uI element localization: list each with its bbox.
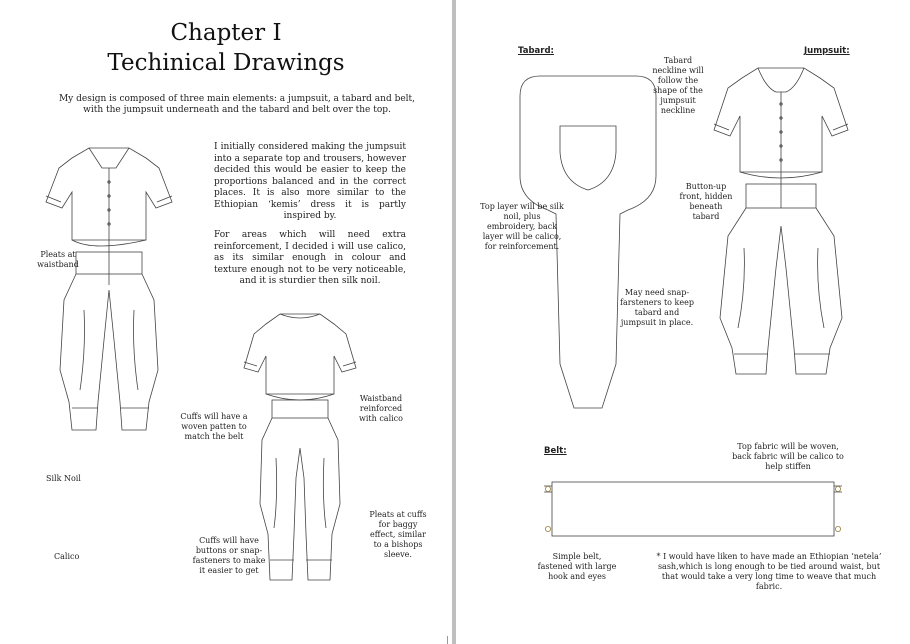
swatch-silk-noil-label: Silk Noil — [46, 474, 81, 483]
left-page — [0, 0, 452, 644]
page-edge-mark — [447, 636, 448, 644]
note-cuffs-woven: Cuffs will have a woven patten to match the belt — [180, 412, 248, 441]
right-page — [456, 0, 910, 644]
intro-text: My design is composed of three main elements: a jumpsuit, a tabard and belt, with the jumpsuit underneath and the tabard and belt over the top. — [58, 94, 416, 115]
note-top-fabric: Top fabric will be woven, back fabric will be calico to help stiffen — [732, 442, 844, 471]
note-cuffs-buttons: Cuffs will have buttons or snap-fasteners to make it easier to get — [192, 536, 266, 575]
heading-jumpsuit: Jumpsuit: — [804, 46, 850, 56]
note-snap-fasteners: May need snap-farsteners to keep tabard and jumpsuit in place. — [620, 288, 694, 327]
note-button-up: Button-up front, hidden beneath tabard — [679, 182, 733, 221]
paragraph-2: For areas which will need extra reinforcement, I decided i will use calico, as its similar enough in colour and texture enough not to be very noticeable, and it is sturdier then silk noil. — [214, 230, 406, 286]
note-pleats-cuffs: Pleats at cuffs for baggy effect, similar to a bishops sleeve. — [369, 510, 427, 559]
belt-drawing — [542, 478, 844, 540]
jumpsuit-front-drawing — [34, 140, 184, 440]
note-simple-belt: Simple belt, fastened with large hook and eyes — [537, 552, 617, 581]
note-waistband-reinforced: Waistband reinforced with calico — [359, 394, 403, 423]
paragraph-1: I initially considered making the jumpsuit into a separate top and trousers, however decided this would be easier to keep the proportions balanced and in the correct places. It is also more similar to the Ethiopian ‘kemis’ dress it is partly inspired by. — [214, 142, 406, 221]
note-pleats-waistband: Pleats at waistband — [37, 250, 79, 269]
jumpsuit-right-drawing — [706, 58, 856, 388]
note-tabard-neckline: Tabard neckline will follow the shape of the jumpsuit neckline — [652, 56, 704, 115]
title-line-2: Techinical Drawings — [107, 50, 345, 76]
footnote: * I would have liken to have made an Ethiopian ‘netela’ sash,which is long enough to be tied around waist, but that would take a very long time to weave that much fabric. — [656, 552, 882, 591]
title-line-1: Chapter I — [170, 20, 282, 46]
heading-tabard: Tabard: — [518, 46, 554, 56]
swatch-calico-label: Calico — [54, 552, 80, 561]
page-title — [40, 18, 412, 78]
heading-belt: Belt: — [544, 446, 567, 456]
note-top-layer: Top layer will be silk noil, plus embroidery, back layer will be calico, for reinforcement. — [480, 202, 564, 251]
